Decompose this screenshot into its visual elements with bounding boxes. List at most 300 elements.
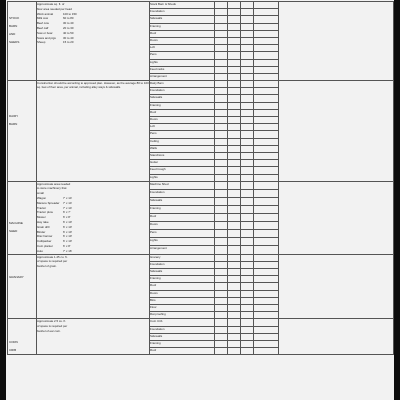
rating-cell[interactable]	[241, 304, 254, 311]
rating-cell[interactable]	[228, 205, 241, 213]
rating-cell[interactable]	[215, 254, 228, 261]
rating-cell[interactable]	[254, 238, 279, 246]
rating-cell[interactable]	[215, 283, 228, 290]
rating-cell[interactable]	[241, 189, 254, 197]
appraisal-item-label: Pens	[150, 230, 215, 238]
appraisal-item-label: Walls	[150, 145, 215, 152]
space-requirement-row	[37, 249, 149, 254]
rating-cell[interactable]	[228, 312, 241, 319]
building-name	[9, 273, 37, 281]
rating-cell[interactable]	[254, 45, 279, 52]
appraisal-item-label: Doors	[150, 222, 215, 230]
requirement-label: Milk cow	[37, 16, 49, 21]
rating-cell[interactable]	[241, 117, 254, 124]
rating-cell[interactable]	[241, 9, 254, 16]
rating-cell[interactable]	[241, 238, 254, 246]
rating-cell[interactable]	[228, 246, 241, 254]
rating-cell[interactable]	[215, 269, 228, 276]
rating-cell[interactable]	[241, 312, 254, 319]
description-header-text: floor area needed per head	[37, 6, 72, 11]
description-header-text: of space is required per	[37, 259, 68, 264]
rating-cell[interactable]	[241, 138, 254, 145]
description-header-text: bushel of grain.	[37, 264, 57, 269]
rating-cell[interactable]	[215, 138, 228, 145]
rating-cell[interactable]	[241, 52, 254, 59]
rating-cell[interactable]	[215, 205, 228, 213]
description-header-text: of space is required per	[37, 324, 68, 329]
appraisal-item-label: Ceiling	[150, 138, 215, 145]
building-name	[9, 338, 37, 354]
rating-cell[interactable]	[215, 230, 228, 238]
rating-cell[interactable]	[241, 88, 254, 95]
rating-cell[interactable]	[254, 189, 279, 197]
rating-cell[interactable]	[241, 145, 254, 152]
appraisal-item-label: Arrangement	[150, 246, 215, 254]
rating-cell[interactable]	[215, 174, 228, 181]
requirement-value: 6' x 10'	[63, 239, 72, 244]
rating-cell[interactable]	[254, 246, 279, 254]
remarks-cell[interactable]	[279, 319, 394, 355]
rating-cell[interactable]	[228, 319, 241, 326]
rating-cell[interactable]	[215, 37, 228, 44]
appraisal-item-label: Roof	[150, 214, 215, 222]
rating-cell[interactable]	[254, 167, 279, 174]
rating-cell[interactable]	[241, 95, 254, 102]
rating-cell[interactable]	[241, 181, 254, 189]
requirement-value: 7' x 14'	[63, 205, 72, 210]
rating-cell[interactable]	[241, 124, 254, 131]
rating-cell[interactable]	[228, 109, 241, 116]
rating-cell[interactable]	[241, 319, 254, 326]
remarks-cell[interactable]	[279, 181, 394, 254]
appraisal-item-label: Lights	[150, 238, 215, 246]
requirement-label: Auto	[37, 248, 43, 253]
rating-cell[interactable]	[215, 326, 228, 333]
appraisal-item-label: Doors	[150, 290, 215, 297]
rating-cell[interactable]	[254, 319, 279, 326]
rating-cell[interactable]	[254, 214, 279, 222]
building-name	[9, 219, 37, 235]
rating-cell[interactable]	[241, 160, 254, 167]
appraisal-item-label: Sidewalls	[150, 269, 215, 276]
form-row	[8, 81, 394, 88]
rating-cell[interactable]	[215, 52, 228, 59]
rating-cell[interactable]	[254, 66, 279, 73]
building-name-line: BARN	[9, 122, 18, 127]
rating-cell[interactable]	[254, 16, 279, 23]
requirement-value: 7' x 14'	[63, 196, 72, 201]
rating-cell[interactable]	[241, 197, 254, 205]
rating-cell[interactable]	[228, 181, 241, 189]
rating-cell[interactable]	[228, 160, 241, 167]
rating-cell[interactable]	[254, 276, 279, 283]
rating-cell[interactable]	[241, 283, 254, 290]
rating-cell[interactable]	[215, 197, 228, 205]
rating-cell[interactable]	[228, 30, 241, 37]
rating-cell[interactable]	[228, 9, 241, 16]
requirement-value: 6' x 10'	[63, 220, 72, 225]
rating-cell[interactable]	[254, 81, 279, 88]
requirement-value: 60 to 80	[63, 16, 74, 21]
rating-cell[interactable]	[215, 16, 228, 23]
rating-cell[interactable]	[228, 167, 241, 174]
rating-cell[interactable]	[228, 333, 241, 340]
appraisal-item-label: Loft	[150, 45, 215, 52]
rating-cell[interactable]	[254, 59, 279, 66]
rating-cell[interactable]	[254, 283, 279, 290]
rating-cell[interactable]	[228, 238, 241, 246]
rating-cell[interactable]	[215, 333, 228, 340]
requirement-value: 7' x 14'	[63, 200, 72, 205]
rating-cell[interactable]	[241, 214, 254, 222]
rating-cell[interactable]	[241, 23, 254, 30]
appraisal-item-label: Arrangement	[150, 73, 215, 80]
description-header-text: bushel of ear corn.	[37, 328, 61, 333]
rating-cell[interactable]	[241, 254, 254, 261]
rating-cell[interactable]	[215, 9, 228, 16]
appraisal-item-label: Framing	[150, 276, 215, 283]
appraisal-item-label: Framing	[150, 102, 215, 109]
rating-cell[interactable]	[254, 2, 279, 9]
rating-cell[interactable]	[228, 214, 241, 222]
rating-cell[interactable]	[241, 348, 254, 355]
rating-cell[interactable]	[228, 230, 241, 238]
rating-cell[interactable]	[254, 52, 279, 59]
appraisal-item-label: Dairy Barn	[150, 81, 215, 88]
rating-cell[interactable]	[241, 131, 254, 138]
appraisal-item-label: Foundation	[150, 88, 215, 95]
rating-cell[interactable]	[215, 348, 228, 355]
requirement-label: Tractor plow	[37, 210, 53, 215]
rating-cell[interactable]	[254, 102, 279, 109]
requirement-value: 30 to 40	[63, 35, 74, 40]
remarks-cell[interactable]	[279, 254, 394, 319]
rating-cell[interactable]	[254, 73, 279, 80]
appraisal-item-label: Roof	[150, 109, 215, 116]
rating-cell[interactable]	[241, 222, 254, 230]
rating-cell[interactable]	[215, 340, 228, 347]
rating-cell[interactable]	[254, 254, 279, 261]
rating-cell[interactable]	[254, 290, 279, 297]
rating-cell[interactable]	[228, 59, 241, 66]
rating-cell[interactable]	[241, 66, 254, 73]
requirement-label: Mower	[37, 215, 46, 220]
rating-cell[interactable]	[254, 297, 279, 304]
rating-cell[interactable]	[254, 160, 279, 167]
rating-cell[interactable]	[215, 238, 228, 246]
rating-cell[interactable]	[215, 312, 228, 319]
rating-cell[interactable]	[254, 30, 279, 37]
requirement-value: 7' x 16'	[63, 248, 72, 253]
appraisal-item-label: Foundation	[150, 326, 215, 333]
rating-cell[interactable]	[228, 276, 241, 283]
rating-cell[interactable]	[215, 73, 228, 80]
rating-cell[interactable]	[254, 261, 279, 268]
rating-cell[interactable]	[241, 230, 254, 238]
rating-cell[interactable]	[228, 340, 241, 347]
rating-cell[interactable]	[241, 81, 254, 88]
rating-cell[interactable]	[254, 109, 279, 116]
rating-cell[interactable]	[254, 138, 279, 145]
rating-cell[interactable]	[228, 145, 241, 152]
rating-cell[interactable]	[254, 23, 279, 30]
remarks-cell[interactable]	[279, 81, 394, 182]
appraisal-item-label: Stock Barn & Sheds	[150, 2, 215, 9]
rating-cell[interactable]	[241, 290, 254, 297]
rating-cell[interactable]	[228, 138, 241, 145]
rating-cell[interactable]	[241, 152, 254, 159]
rating-cell[interactable]	[228, 152, 241, 159]
rating-cell[interactable]	[215, 145, 228, 152]
rating-cell[interactable]	[228, 189, 241, 197]
requirement-label: Disc harrow	[37, 234, 53, 239]
appraisal-item-label: Rat proofing	[150, 312, 215, 319]
requirement-label: Sheep	[37, 40, 46, 45]
rating-cell[interactable]	[228, 326, 241, 333]
rating-cell[interactable]	[228, 348, 241, 355]
description-header-text: to store machinery that	[37, 186, 67, 191]
building-name-line: CORN	[9, 339, 18, 344]
rating-cell[interactable]	[241, 246, 254, 254]
rating-cell[interactable]	[215, 222, 228, 230]
form-row	[8, 181, 394, 189]
requirement-label: Cultipacker	[37, 239, 52, 244]
rating-cell[interactable]	[241, 30, 254, 37]
space-requirement-row	[37, 40, 149, 45]
appraisal-item-label: Doors	[150, 37, 215, 44]
rating-cell[interactable]	[228, 2, 241, 9]
requirement-value: 20 to 30	[63, 25, 74, 30]
rating-cell[interactable]	[215, 81, 228, 88]
appraisal-item-label: Roof	[150, 283, 215, 290]
rating-cell[interactable]	[228, 174, 241, 181]
rating-cell[interactable]	[241, 269, 254, 276]
rating-cell[interactable]	[241, 59, 254, 66]
rating-cell[interactable]	[254, 326, 279, 333]
rating-cell[interactable]	[254, 131, 279, 138]
rating-cell[interactable]	[228, 269, 241, 276]
rating-cell[interactable]	[254, 230, 279, 238]
requirement-value: 6' x 8'	[63, 215, 71, 220]
requirement-label: Beef calf	[37, 25, 49, 30]
description-header-text: Approximate area needed	[37, 181, 71, 186]
rating-cell[interactable]	[228, 23, 241, 30]
rating-cell[interactable]	[254, 312, 279, 319]
rating-cell[interactable]	[241, 276, 254, 283]
rating-cell[interactable]	[254, 152, 279, 159]
rating-cell[interactable]	[254, 205, 279, 213]
building-name-cell	[8, 81, 37, 182]
rating-cell[interactable]	[215, 30, 228, 37]
rating-cell[interactable]	[215, 59, 228, 66]
rating-cell[interactable]	[215, 124, 228, 131]
rating-cell[interactable]	[215, 160, 228, 167]
building-name-line: AND	[9, 32, 16, 37]
rating-cell[interactable]	[215, 117, 228, 124]
rating-cell[interactable]	[228, 37, 241, 44]
requirement-label: Sow or boar	[37, 30, 53, 35]
appraisal-item-label: Sidewalls	[150, 333, 215, 340]
appraisal-item-label: Foundation	[150, 261, 215, 268]
rating-cell[interactable]	[228, 261, 241, 268]
rating-cell[interactable]	[228, 81, 241, 88]
building-name-cell	[8, 254, 37, 319]
rating-cell[interactable]	[254, 9, 279, 16]
rating-cell[interactable]	[254, 348, 279, 355]
rating-cell[interactable]	[254, 269, 279, 276]
building-name-line: DAIRY	[9, 114, 19, 119]
appraisal-item-label: Foundation	[150, 189, 215, 197]
rating-cell[interactable]	[254, 88, 279, 95]
rating-cell[interactable]	[254, 304, 279, 311]
requirement-label: Beef cow	[37, 21, 49, 26]
rating-cell[interactable]	[228, 45, 241, 52]
rating-cell[interactable]	[241, 102, 254, 109]
rating-cell[interactable]	[215, 66, 228, 73]
rating-cell[interactable]	[215, 246, 228, 254]
building-name-line: MACHINE	[9, 220, 23, 225]
rating-cell[interactable]	[241, 333, 254, 340]
description-header-text: Approximate 1.25 cu. ft.	[37, 254, 68, 259]
appraisal-item-label: Sidewalls	[150, 197, 215, 205]
rating-cell[interactable]	[254, 37, 279, 44]
rating-cell[interactable]	[215, 109, 228, 116]
rating-cell[interactable]	[241, 326, 254, 333]
rating-cell[interactable]	[254, 181, 279, 189]
rating-cell[interactable]	[215, 2, 228, 9]
building-description	[37, 81, 150, 182]
form-row	[8, 254, 394, 261]
rating-cell[interactable]	[241, 2, 254, 9]
rating-cell[interactable]	[228, 222, 241, 230]
rating-cell[interactable]	[254, 124, 279, 131]
requirement-value: 100 to 150	[63, 11, 77, 16]
appraisal-item-label: Roof	[150, 348, 215, 355]
requirement-label: Work animal	[37, 11, 54, 16]
requirement-label: Tractor	[37, 205, 47, 210]
rating-cell[interactable]	[228, 131, 241, 138]
rating-cell[interactable]	[228, 304, 241, 311]
rating-cell[interactable]	[228, 283, 241, 290]
rating-cell[interactable]	[241, 37, 254, 44]
appraisal-item-label: Pens	[150, 131, 215, 138]
description-header-text: Approximate 2.5 cu. ft.	[37, 319, 66, 324]
rating-cell[interactable]	[228, 102, 241, 109]
rating-cell[interactable]	[215, 95, 228, 102]
appraisal-item-label: Lights	[150, 59, 215, 66]
building-description	[37, 2, 150, 81]
rating-cell[interactable]	[215, 131, 228, 138]
rating-cell[interactable]	[228, 66, 241, 73]
rating-cell[interactable]	[228, 95, 241, 102]
requirement-value: 6' x 10'	[63, 234, 72, 239]
rating-cell[interactable]	[215, 88, 228, 95]
building-description	[37, 181, 150, 254]
rating-cell[interactable]	[215, 23, 228, 30]
appraisal-item-label: Framing	[150, 205, 215, 213]
rating-cell[interactable]	[241, 16, 254, 23]
rating-cell[interactable]	[228, 124, 241, 131]
description-header-text: small	[37, 191, 44, 196]
rating-cell[interactable]	[241, 205, 254, 213]
rating-cell[interactable]	[254, 174, 279, 181]
rating-cell[interactable]	[215, 261, 228, 268]
rating-cell[interactable]	[228, 297, 241, 304]
remarks-cell[interactable]	[279, 2, 394, 81]
rating-cell[interactable]	[254, 117, 279, 124]
rating-cell[interactable]	[215, 181, 228, 189]
appraisal-item-label: Roof	[150, 30, 215, 37]
rating-cell[interactable]	[241, 45, 254, 52]
building-name-line: SHEDS	[9, 40, 20, 45]
rating-cell[interactable]	[241, 109, 254, 116]
rating-cell[interactable]	[241, 174, 254, 181]
rating-cell[interactable]	[254, 95, 279, 102]
rating-cell[interactable]	[215, 167, 228, 174]
rating-cell[interactable]	[254, 145, 279, 152]
rating-cell[interactable]	[215, 276, 228, 283]
appraisal-item-label: Gutter	[150, 160, 215, 167]
rating-cell[interactable]	[215, 45, 228, 52]
rating-cell[interactable]	[215, 319, 228, 326]
rating-cell[interactable]	[228, 52, 241, 59]
appraisal-item-label: Granary	[150, 254, 215, 261]
appraisal-item-label: Sidewalls	[150, 16, 215, 23]
rating-cell[interactable]	[215, 214, 228, 222]
appraisal-item-label: Doors	[150, 117, 215, 124]
farm-building-appraisal-table	[7, 1, 394, 355]
rating-cell[interactable]	[241, 167, 254, 174]
rating-cell[interactable]	[215, 290, 228, 297]
building-name	[9, 14, 37, 46]
rating-cell[interactable]	[215, 297, 228, 304]
requirement-label: Sows and pigs	[37, 35, 56, 40]
building-name-line: STOCK	[9, 16, 20, 21]
requirement-value: 6' x 10'	[63, 224, 72, 229]
rating-cell[interactable]	[254, 333, 279, 340]
rating-cell[interactable]	[254, 340, 279, 347]
rating-cell[interactable]	[254, 222, 279, 230]
rating-cell[interactable]	[241, 340, 254, 347]
rating-cell[interactable]	[215, 304, 228, 311]
requirement-value: 40 to 50	[63, 30, 74, 35]
building-description	[37, 254, 150, 319]
rating-cell[interactable]	[215, 102, 228, 109]
building-name-cell	[8, 181, 37, 254]
rating-cell[interactable]	[254, 197, 279, 205]
rating-cell[interactable]	[215, 189, 228, 197]
rating-cell[interactable]	[228, 197, 241, 205]
appraisal-item-label: Feed racks	[150, 66, 215, 73]
requirement-value: 30 to 40	[63, 21, 74, 26]
appraisal-item-label: Pens	[150, 52, 215, 59]
building-name-line: GRANARY	[9, 275, 24, 280]
rating-cell[interactable]	[241, 73, 254, 80]
rating-cell[interactable]	[228, 16, 241, 23]
requirement-label: Wagon	[37, 196, 47, 201]
appraisal-item-label: Machine Shed	[150, 181, 215, 189]
rating-cell[interactable]	[228, 88, 241, 95]
rating-cell[interactable]	[215, 152, 228, 159]
rating-cell[interactable]	[241, 297, 254, 304]
rating-cell[interactable]	[241, 261, 254, 268]
appraisal-item-label: Lights	[150, 174, 215, 181]
rating-cell[interactable]	[228, 254, 241, 261]
rating-cell[interactable]	[228, 117, 241, 124]
rating-cell[interactable]	[228, 290, 241, 297]
rating-cell[interactable]	[228, 73, 241, 80]
requirement-value: 15 to 20	[63, 40, 74, 45]
